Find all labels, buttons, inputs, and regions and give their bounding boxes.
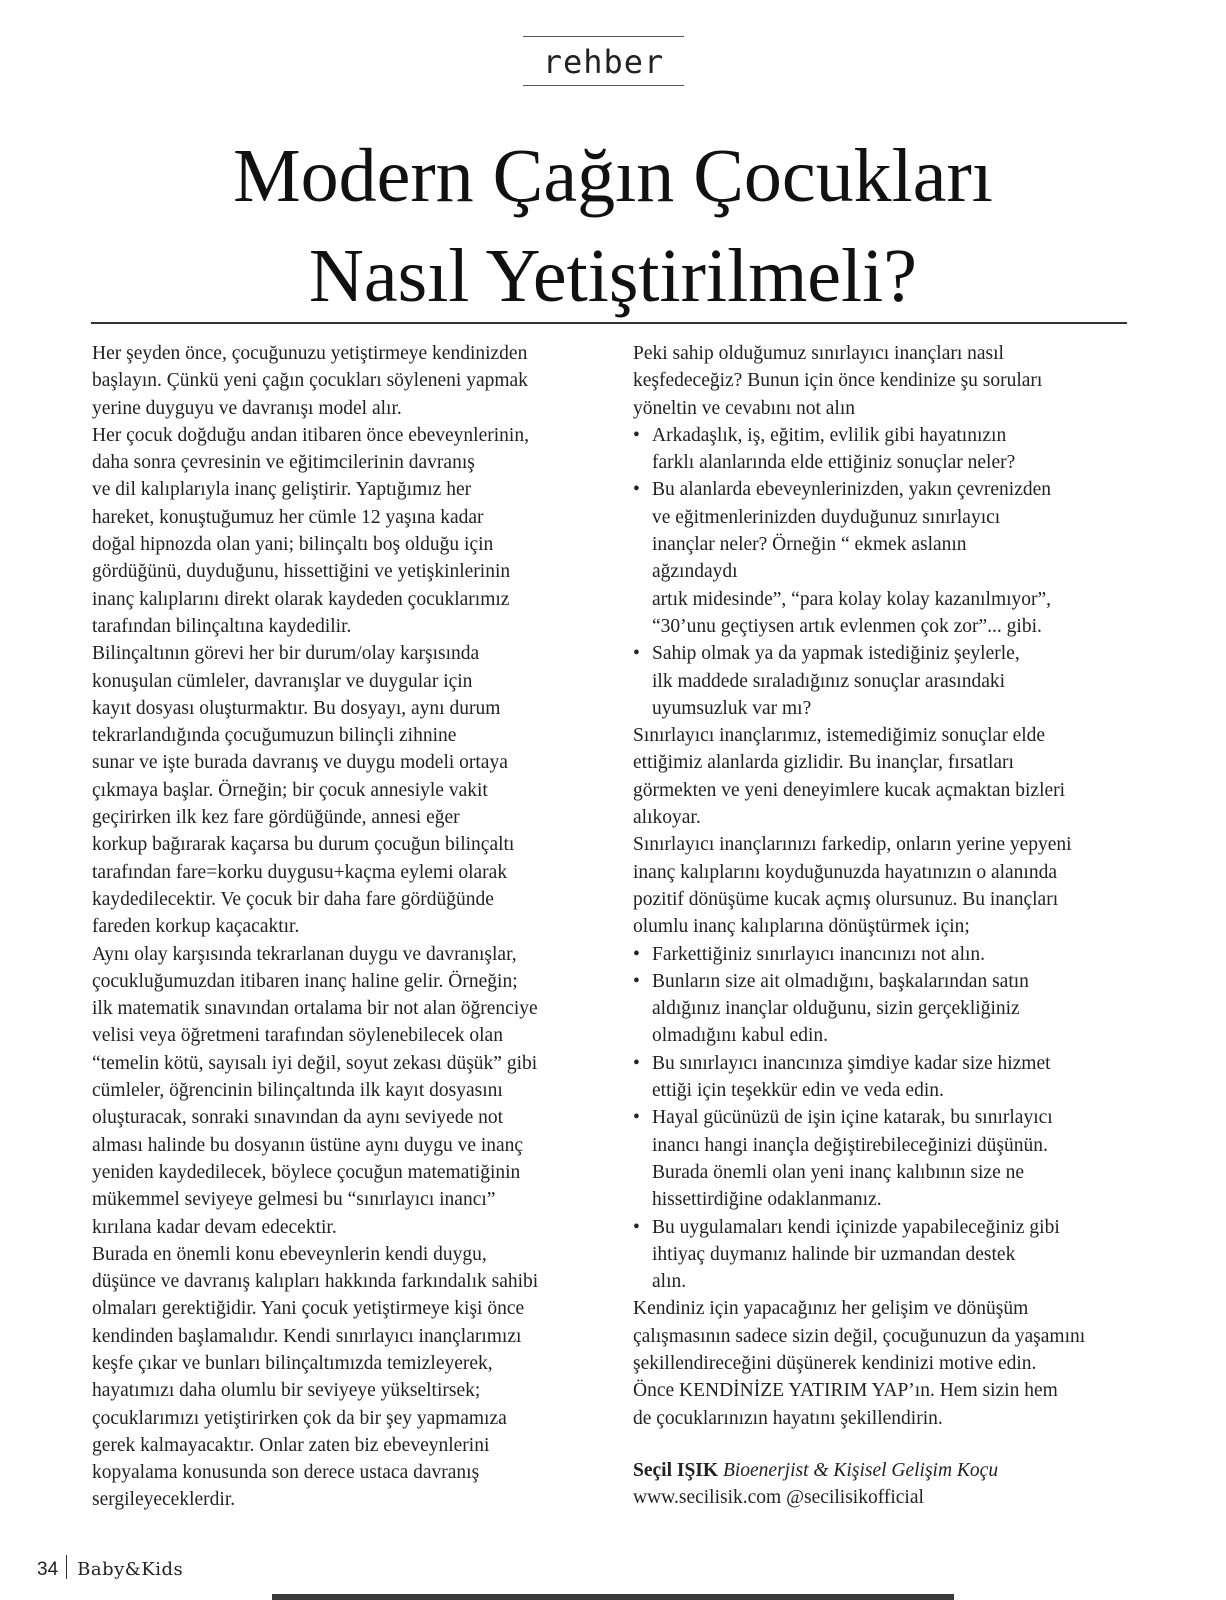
page-number: 34 (37, 1559, 59, 1580)
footer-divider (66, 1555, 67, 1579)
bottom-edge-strip (272, 1594, 954, 1600)
bullet-icon: • (633, 1052, 640, 1074)
bullet-icon: • (633, 1216, 640, 1238)
list-item-text: Hayal gücünüzü de işin içine katarak, bu sınırlayıcı inancı hangi inançla değiştirebileceğinizi düşünün. Burada önemli olan yeni inanç kalıbının size ne hissettirdiğine odaklanmanız. (652, 1107, 1053, 1211)
list-item (633, 476, 1138, 640)
paragraph: Aynı olay karşısında tekrarlanan duygu ve davranışlar, çocukluğumuzdan itibaren inanç haline gelir. Örneğin; ilk matematik sınavından ortalama bir not alan öğrenciye velisi veya öğretmeni tarafından söylenebilecek olan “temelin kötü, sayısalı iyi değil, soyut zekası düşük” gibi cümleler, öğrencinin bilinçaltında ilk kayıt dosyasını oluşturacak, sonraki sınavından da aynı seviyede not alması halinde bu dosyanın üstüne aynı duygu ve inanç yeniden kaydedilecek, böylece çocuğun matematiğinin mükemmel seviyeye gelmesi bu “sınırlayıcı inancı” kırılana kadar devam edecektir. (92, 943, 538, 1238)
list-item (633, 640, 1138, 722)
list-item (633, 1050, 1138, 1105)
list-item-text: Bunların size ait olmadığını, başkalarından satın aldığınız inançlar olduğunu, sizin gerçekliğiniz olmadığını kabul edin. (652, 970, 1029, 1047)
page-footer (37, 1555, 183, 1581)
list-item-text: Farkettiğiniz sınırlayıcı inancınızı not alın. (652, 943, 986, 965)
list-item (633, 1214, 1138, 1296)
bullet-icon: • (633, 479, 640, 501)
list-item-text: Bu uygulamaları kendi içinizde yapabileceğiniz gibi ihtiyaç duymanız halinde bir uzmandan destek alın. (652, 1216, 1060, 1293)
paragraph: Kendiniz için yapacağınız her gelişim ve dönüşüm çalışmasının sadece sizin değil, çocuğunuzun da yaşamını şekillendireceğini düşünerek kendinizi motive edin. Önce KENDİNİZE YATIRIM YAP’ın. Hem sizin hem de çocuklarınızın hayatını şekillendirin. (633, 1298, 1086, 1429)
paragraph: Peki sahip olduğumuz sınırlayıcı inançları nasıl keşfedeceğiz? Bunun için önce kendinize şu soruları yöneltin ve cevabını not alın (633, 343, 1043, 419)
list-item-text: Arkadaşlık, iş, eğitim, evlilik gibi hayatınızın farklı alanlarında elde ettiğiniz sonuçlar neler? (652, 424, 1016, 474)
paragraph: Burada en önemli konu ebeveynlerin kendi duygu, düşünce ve davranış kalıpları hakkında farkındalık sahibi olmaları gerektiğidir. Yani çocuk yetiştirmeye kişi önce kendinden başlamalıdır. Kendi sınırlayıcı inançlarımızı keşfe çıkar ve bunları bilinçaltımızda temizleyerek, hayatımızı daha olumlu bir seviyeye yükseltirsek; çocuklarımızı yetiştirirken çok da bir şey yapmamıza gerek kalmayacaktır. Onlar zaten biz ebeveynlerini kopyalama konusunda son derece ustaca davranış sergileyeceklerdir. (92, 1243, 539, 1511)
list-item-text: Bu sınırlayıcı inancınıza şimdiye kadar size hizmet ettiği için teşekkür edin ve veda edin. (652, 1052, 1051, 1102)
paragraph: Bilinçaltının görevi her bir durum/olay karşısında konuşulan cümleler, davranışlar ve duygular için kayıt dosyası oluşturmaktır. Bu dosyayı, aynı durum tekrarlandığında çocuğumuzun bilinçli zihnine sunar ve işte burada davranış ve duygu modeli ortaya çıkmaya başlar. Örneğin; bir çocuk annesiyle vakit geçirirken ilk kez fare gördüğünde, annesi eğer korkup bağırarak kaçarsa bu durum çocuğun bilinçaltı tarafından fare=korku duygusu+kaçma eylemi olarak kaydedilecektir. Ve çocuk bir daha fare gördüğünde fareden korkup kaçacaktır. (92, 643, 515, 938)
list-item-text: Sahip olmak ya da yapmak istediğiniz şeylerle, ilk maddede sıraladığınız sonuçlar arasındaki uyumsuzluk var mı? (652, 643, 1020, 719)
paragraph: Sınırlayıcı inançlarımız, istemediğimiz sonuçlar elde ettiğimiz alanlarda gizlidir. Bu inançlar, fırsatları görmekten ve yeni deneyimlere kucak açmaktan bizleri alıkoyar. (633, 725, 1066, 829)
title-line-2: Nasıl Yetiştirilmeli? (309, 234, 917, 318)
article-title (0, 126, 1226, 326)
author-social[interactable]: @secilisikofficial (786, 1487, 924, 1509)
paragraph: Her şeyden önce, çocuğunuzu yetiştirmeye kendinizden başlayın. Çünkü yeni çağın çocukları söyleneni yapmak yerine duyguyu ve davranışı model alır. (92, 343, 528, 419)
section-label: rehber (523, 36, 684, 86)
question-list (633, 422, 1138, 722)
author-name: Seçil IŞIK (633, 1459, 719, 1481)
list-item (633, 422, 1138, 477)
title-line-1: Modern Çağın Çocukları (233, 134, 993, 218)
title-divider (91, 322, 1127, 324)
author-signature (633, 1457, 1138, 1512)
bullet-icon: • (633, 424, 640, 446)
bullet-icon: • (633, 1107, 640, 1129)
author-line (633, 1457, 1138, 1484)
paragraph: Sınırlayıcı inançlarınızı farkedip, onların yerine yepyeni inanç kalıplarını koyduğunuzda hayatınızın o alanında pozitif dönüşüme kucak açmış olursunuz. Bu inançları olumlu inanç kalıplarına dönüştürmek için; (633, 834, 1072, 938)
steps-list (633, 941, 1138, 1296)
author-website[interactable]: www.secilisik.com (633, 1487, 782, 1509)
list-item (633, 1104, 1138, 1213)
list-item-text: Bu alanlarda ebeveynlerinizden, yakın çevrenizden ve eğitmenlerinizden duyduğunuz sınırlayıcı inançlar neler? Örneğin “ ekmek aslanın ağzındaydı artık midesinde”, “para kolay kolay kazanılmıyor”, “30’unu geçtiysen artık evlenmen çok zor”... gibi. (652, 479, 1052, 637)
left-column (92, 340, 598, 1514)
magazine-name: Baby&Kids (77, 1559, 184, 1580)
bullet-icon: • (633, 643, 640, 665)
list-item (633, 968, 1138, 1050)
bullet-icon: • (633, 970, 640, 992)
bullet-icon: • (633, 943, 640, 965)
author-contact (633, 1484, 1138, 1511)
author-role: Bioenerjist & Kişisel Gelişim Koçu (722, 1459, 999, 1481)
right-column (633, 340, 1138, 1511)
paragraph: Her çocuk doğduğu andan itibaren önce ebeveynlerinin, daha sonra çevresinin ve eğitimcilerinin davranış ve dil kalıplarıyla inanç geliştirir. Yaptığımız her hareket, konuştuğumuz her cümle 12 yaşına kadar doğal hipnozda olan yani; bilinçaltı boş olduğu için gördüğünü, duyduğunu, hissettiğini ve yetişkinlerinin inanç kalıplarını direkt olarak kaydeden çocuklarımız tarafından bilinçaltına kaydedilir. (92, 424, 529, 637)
list-item (633, 941, 1138, 968)
